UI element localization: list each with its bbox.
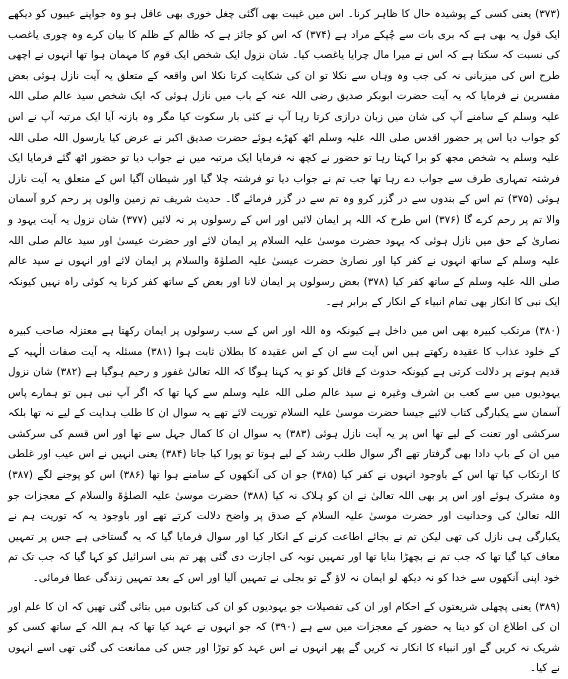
commentary-paragraph-380-388: (۳۸۰) مرتکب کبیرہ بھی اس میں داخل ہے کیونکہ وہ اللہ اور اس کے سب رسولوں پر ایمان رکھتا ہے معتزلہ صاحب کبیرہ کے خلود عذاب کا عقیدہ رکھتے ہیں اس آیت سے ان کے اس عقیدہ کا بطلان ثابت ہوا (۳۸۱) مسئلہ یہ آیت صفات الٰہیہ کے قدیم ہونے پر دلالت کرتی ہے کیونکہ حدوث کے قائل کو تو یہ کہنا ہوگا کہ اللہ تعالیٰ غفور و رحیم ہوگیا ہے (۳۸۲) شان نزول یہودیوں میں سے کعب بن اشرف وغیرہ نے سید عالم صلی اللہ علیہ وسلم سے کہا تھا کہ اگر آپ نبی ہیں تو ہمارے پاس آسمان سے یکبارگی کتاب لائیے جیسا حضرت موسیٰ علیہ السلام توریت لائے تھے یہ سوال ان کا طلب ہدایت کے لیے نہ تھا بلکہ سرکشی اور تعنت کے لیے تھا اس پر یہ آیت نازل ہوئی (۳۸۳) یہ سوال ان کا کمال جہل سے تھا اور اس قسم کی سرکشی میں ان کے باپ دادا بھی گرفتار تھے اگر سوال طلب رشد کے لیے ہوتا تو پورا کیا جاتا (۳۸۴) یعنی انہیں نے اس عیب اور غلطی کا ارتکاب کیا تھا اس کے باوجود انہوں نے کفر کیا (۳۸۵) جو ان کی آنکھوں کے سامنے ہوا تھا (۳۸۶) اس کو پوجنے لگے (۳۸۷) وہ مشرک ہوئے اور اس پر بھی اللہ تعالیٰ نے ان کو ہلاک نہ کیا (۳۸۸) حضرت موسیٰ علیہ الصلوٰۃ والسلام کے معجزات جو اللہ تعالیٰ کی وحدانیت اور حضرت موسیٰ علیہ السلام کے صدق پر واضح دلالت کرتے تھے اور باوجود یہ کہ توریت ہم نے یکبارگی ہی نازل کی تھی لیکن تم نے بجائے اطاعت کرنے کے انکار کیا اور سوال فرمایا گیا کہ یہ گستاخی ہے جس پر تمہیں معاف کیا گیا تھا کہ جب تم نے بچھڑا بنایا تھا اور تمہیں توبہ کی اجازت دی گئی پھر تم بنی اسرائیل کو کہا گیا کہ جب تک تم خود اپنی آنکھوں سے خدا کو نہ دیکھ لو ایمان نہ لاؤ گے تو بجلی نے تمہیں آلیا اور اس کے بعد تمہیں زندگی عطا فرمائی۔ [8,324,561,585]
commentary-paragraph-389-390: (۳۸۹) یعنی پچھلی شریعتوں کے احکام اور ان کی تفصیلات جو یہودیوں کو ان کی کتابوں میں بتائی گئی تھیں کہ ان کا علم اور ان کی اطلاع ان کو دینا یہ حضور کے معجزات میں سے ہے (۳۹۰) کہ جو انہوں نے عہد کیا تھا کہ ہم اللہ کے ساتھ کسی کو شریک نہ کریں گے اور انبیاء کا انکار نہ کریں گے پھر انہوں نے اس عہد کو توڑا اور جس کی ممانعت کی گئی تھی اسے انہوں نے کیا۔ [8,600,560,675]
commentary-paragraph-373-379: (۳۷۳) یعنی کسی کے پوشیدہ حال کا ظاہر کرنا۔ اس میں غیبت بھی آگئی چغل خوری بھی عاقل ہو وہ جواپنے عیبوں کو دیکھے ایک قول یہ بھی ہے کہ بری بات سے چُپکے مراد ہے (۳۷۴) کہ اس کو جائز ہے کہ ظالم کے ظلم کا بیان کرے وہ چوری یاغصب کی نسبت کہ سکتا ہے کہ اس نے میرا مال چرایا یاغصب کیا۔ شان نزول ایک شخص ایک قوم کا مہمان ہوا تھا انہوں نے اچھی طرح اس کی میزبانی نہ کی جب وہ وہاں سے نکلا تو ان کی شکایت کرتا نکلا اس واقعہ کے متعلق یہ آیت نازل ہوئی بعض مفسرین نے فرمایا کہ یہ آیت حضرت ابوبکر صدیق رضی اللہ عنہ کے باب میں نازل ہوئی کہ ایک شخص سید عالم صلی اللہ علیہ وسلم کے سامنے آپ کی شان میں زبان درازی کرتا رہا آپ نے کئی بار سکوت کیا مگر وہ بازنہ آیا ایک مرتبہ آپ نے اس کو جواب دیا اس پر حضور اقدس صلی اللہ علیہ وسلم اٹھ کھڑے ہوئے حضرت صدیق اکبر نے عرض کیا یارسول اللہ صلی اللہ علیہ وسلم یہ شخص مجھ کو برا کہتا رہا تو حضور نے کچھ نہ فرمایا ایک مرتبہ میں نے جواب دیا تو حضور اٹھ گئے فرمایا ایک فرشتہ تمہاری طرف سے جواب دے رہا تھا جب تم نے جواب دیا تو فرشتہ چلا گیا اور شیطان آگیا اس کے متعلق یہ آیت نازل ہوئی (۳۷۵) تم اس کے بندوں سے در گزر کرو وہ تم سے در گزر فرمائے گا۔ حدیث شریف تم زمین والوں پر رحم کرو آسمان والا تم پر رحم کرے گا (۳۷۶) اس طرح کہ اللہ پر ایمان لائیں اور اس کے رسولوں پر نہ لائیں (۳۷۷) شان نزول یہ آیت یہود و نصاریٰ کے حق میں نازل ہوئی کہ یہود حضرت موسیٰ علیہ السلام پر ایمان لائے اور حضرت عیسیٰ اور سید عالم صلی اللہ علیہ وسلم کے ساتھ انہوں نے کفر کیا اور نصاریٰ حضرت عیسیٰ علیہ الصلوٰۃ والسلام پر ایمان لائے اور انہوں نے سید عالم صلی اللہ علیہ وسلم کے ساتھ کفر کیا (۳۷۸) بعض رسولوں پر ایمان لانا اور بعض کے ساتھ کفر کرنا یہ کوئی راہ نہیں کیونکہ ایک نبی کا انکار بھی تمام انبیاء کے انکار کے برابر ہے۔ [8,8,561,309]
